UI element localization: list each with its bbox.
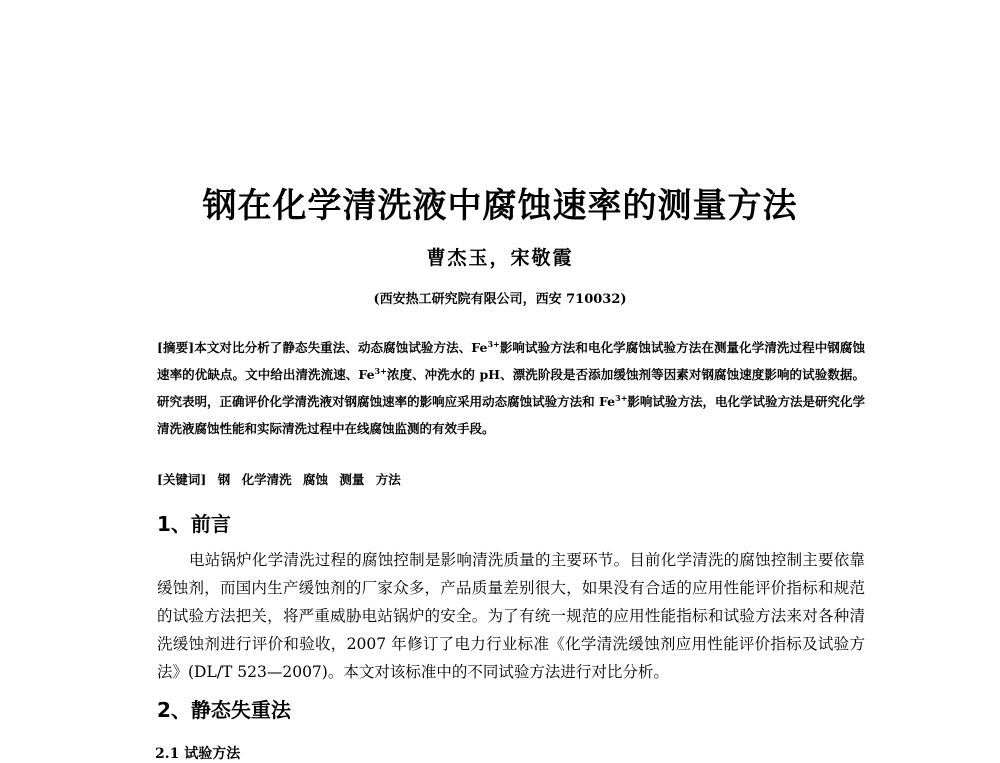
subsection-heading-test-method: 2.1 试验方法: [155, 746, 241, 762]
abstract-text-1: 本文对比分析了静态失重法、动态腐蚀试验方法、Fe: [194, 340, 488, 355]
superscript-charge-1: 3+: [487, 338, 500, 349]
abstract-text-3: 浓度、冲洗水的 pH、漂洗阶段是否添加缓蚀剂等因素对钢腐蚀速度影响的试验数据。研究表明，正确评价化学清洗液对钢腐蚀速率的影响应采用动态腐蚀试验方法和 Fe: [157, 367, 865, 409]
keywords-line: [157, 470, 865, 488]
keyword-item: 测量: [339, 472, 365, 487]
paper-authors: 曹杰玉，宋敬霞: [426, 247, 574, 269]
section-heading-introduction: 1、前言: [157, 512, 231, 536]
abstract-text-2: 影响试验方法和电化学腐蚀试验方法在测量化学清洗过程中钢腐蚀速率的优缺点。文中给出清洗流速、Fe: [157, 340, 865, 382]
superscript-charge-3: 3+: [615, 392, 628, 403]
keyword-item: 方法: [375, 472, 401, 487]
keyword-item: 腐蚀: [302, 472, 328, 487]
abstract-text-4: 影响试验方法，电化学试验方法是研究化学清洗液腐蚀性能和实际清洗过程中在线腐蚀监测的有效手段。: [157, 394, 865, 436]
abstract-block: [157, 334, 865, 442]
paper-affiliation: (西安热工研究院有限公司，西安 710032): [373, 292, 627, 307]
superscript-charge-2: 3+: [374, 365, 387, 376]
section-heading-static-weight-loss: 2、静态失重法: [157, 698, 291, 722]
abstract-label: [摘要]: [157, 340, 195, 355]
paper-title: 钢在化学清洗液中腐蚀速率的测量方法: [202, 186, 798, 226]
introduction-paragraph: 电站锅炉化学清洗过程的腐蚀控制是影响清洗质量的主要环节。目前化学清洗的腐蚀控制主要依靠缓蚀剂，而国内生产缓蚀剂的厂家众多，产品质量差别很大，如果没有合适的应用性能评价指标和规范的试验方法把关，将严重威胁电站锅炉的安全。为了有统一规范的应用性能指标和试验方法来对各种清洗缓蚀剂进行评价和验收，2007 年修订了电力行业标准《化学清洗缓蚀剂应用性能评价指标及试验方法》(DL/T 523—2007)。本文对该标准中的不同试验方法进行对比分析。: [157, 551, 865, 681]
keyword-item: 钢: [217, 472, 231, 487]
keywords-label: [关键词]: [157, 472, 207, 487]
keyword-item: 化学清洗: [241, 472, 292, 487]
